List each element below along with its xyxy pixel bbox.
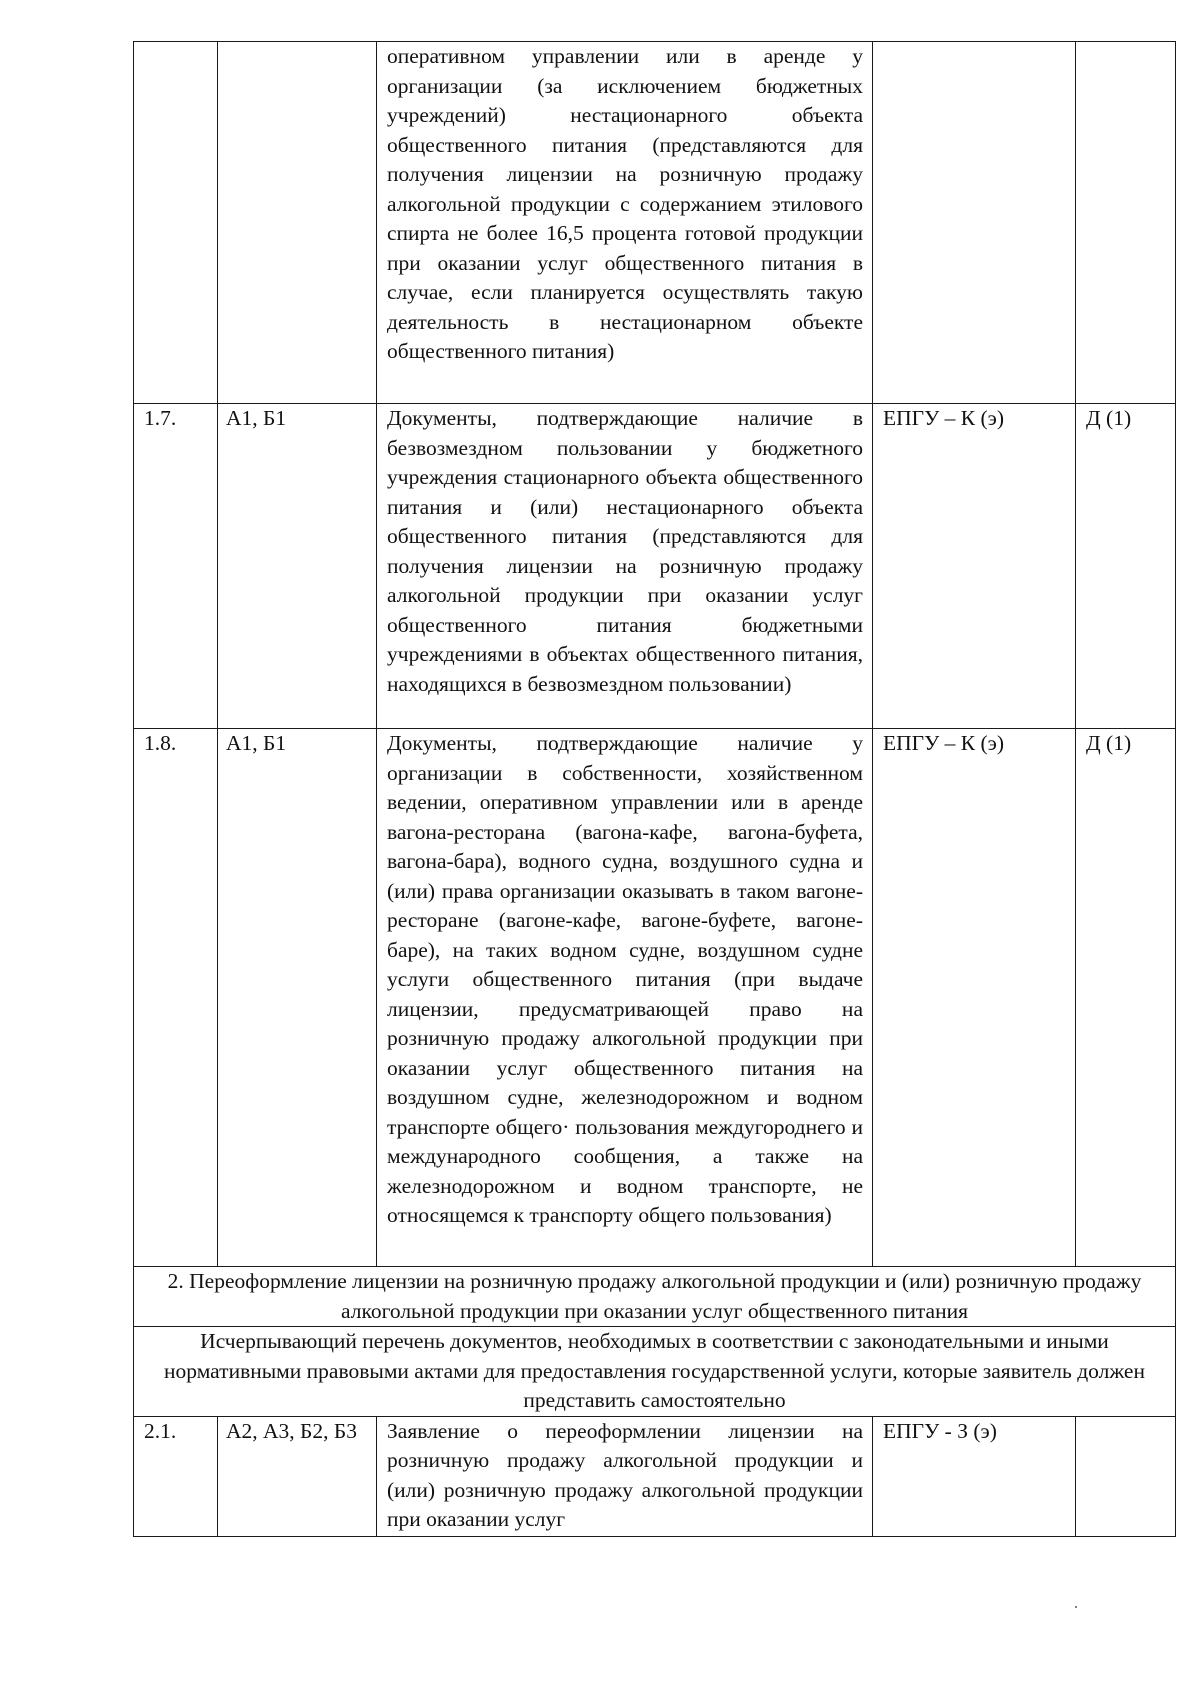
subsection-heading: Исчерпывающий перечень документов, необходимых в соответствии с законодательными и иными нормативными правовыми актами для предоставления государственной услуги, которые заявитель должен представить самостоятельно — [134, 1327, 1176, 1417]
row-number: 1.7. — [134, 404, 218, 729]
table-row — [134, 1416, 1176, 1536]
row-doctype — [1076, 1416, 1176, 1536]
scan-speck — [1075, 1606, 1077, 1608]
row-description-cell: оперативном управлении или в аренде у организации (за исключением бюджетных учреждений) нестационарного объекта общественного питания (представляются для получения лицензии на розничную продажу алкогольной продукции с содержанием этилового спирта не более 16,5 процента готовой продукции при оказании услуг общественного питания в случае, если планируется осуществлять такую деятельность в нестационарном объекте общественного питания) — [377, 42, 873, 404]
row-description: Заявление о переоформлении лицензии на розничную продажу алкогольной продукции и (или) розничную продажу алкогольной продукции при оказании услуг — [377, 1416, 873, 1536]
document-page — [133, 41, 1175, 1537]
row-number: 2.1. — [134, 1416, 218, 1536]
section-heading: 2. Переоформление лицензии на розничную продажу алкогольной продукции и (или) розничную продажу алкогольной продукции при оказании услуг общественного питания — [134, 1267, 1176, 1327]
documents-table — [133, 41, 1176, 1537]
table-row-continued — [134, 42, 1176, 404]
row-categories: А1, Б1 — [218, 729, 377, 1267]
row-source: ЕПГУ - З (э) — [873, 1416, 1076, 1536]
table-row — [134, 404, 1176, 729]
row-description: Документы, подтверждающие наличие у организации в собственности, хозяйственном ведении, оперативном управлении или в аренде вагона-ресторана (вагона-кафе, вагона-буфета, вагона-бара), водного судна, воздушного судна и (или) права организации оказывать в таком вагоне-ресторане (вагоне-кафе, вагоне-буфете, вагоне-баре), на таких водном судне, воздушном судне услуги общественного питания (при выдаче лицензии, предусматривающей право на розничную продажу алкогольной продукции при оказании услуг общественного питания на воздушном судне, железнодорожном и водном транспорте общего· пользования междугороднего и международного сообщения, а также на железнодорожном и водном транспорте, не относящемся к транспорту общего пользования) — [377, 729, 873, 1267]
row-doctype: Д (1) — [1076, 729, 1176, 1267]
section-heading-row — [134, 1267, 1176, 1327]
subsection-heading-row — [134, 1327, 1176, 1417]
row-source: ЕПГУ – К (э) — [873, 729, 1076, 1267]
row-categories: А1, Б1 — [218, 404, 377, 729]
row-number-cell — [134, 42, 218, 404]
row-number: 1.8. — [134, 729, 218, 1267]
row-categories-cell — [218, 42, 377, 404]
row-doctype: Д (1) — [1076, 404, 1176, 729]
row-categories: А2, А3, Б2, Б3 — [218, 1416, 377, 1536]
table-row — [134, 729, 1176, 1267]
row-source-cell — [873, 42, 1076, 404]
row-description: Документы, подтверждающие наличие в безвозмездном пользовании у бюджетного учреждения стационарного объекта общественного питания и (или) нестационарного объекта общественного питания (представляются для получения лицензии на розничную продажу алкогольной продукции при оказании услуг общественного питания бюджетными учреждениями в объектах общественного питания, находящихся в безвозмездном пользовании) — [377, 404, 873, 729]
row-doctype-cell — [1076, 42, 1176, 404]
row-source: ЕПГУ – К (э) — [873, 404, 1076, 729]
